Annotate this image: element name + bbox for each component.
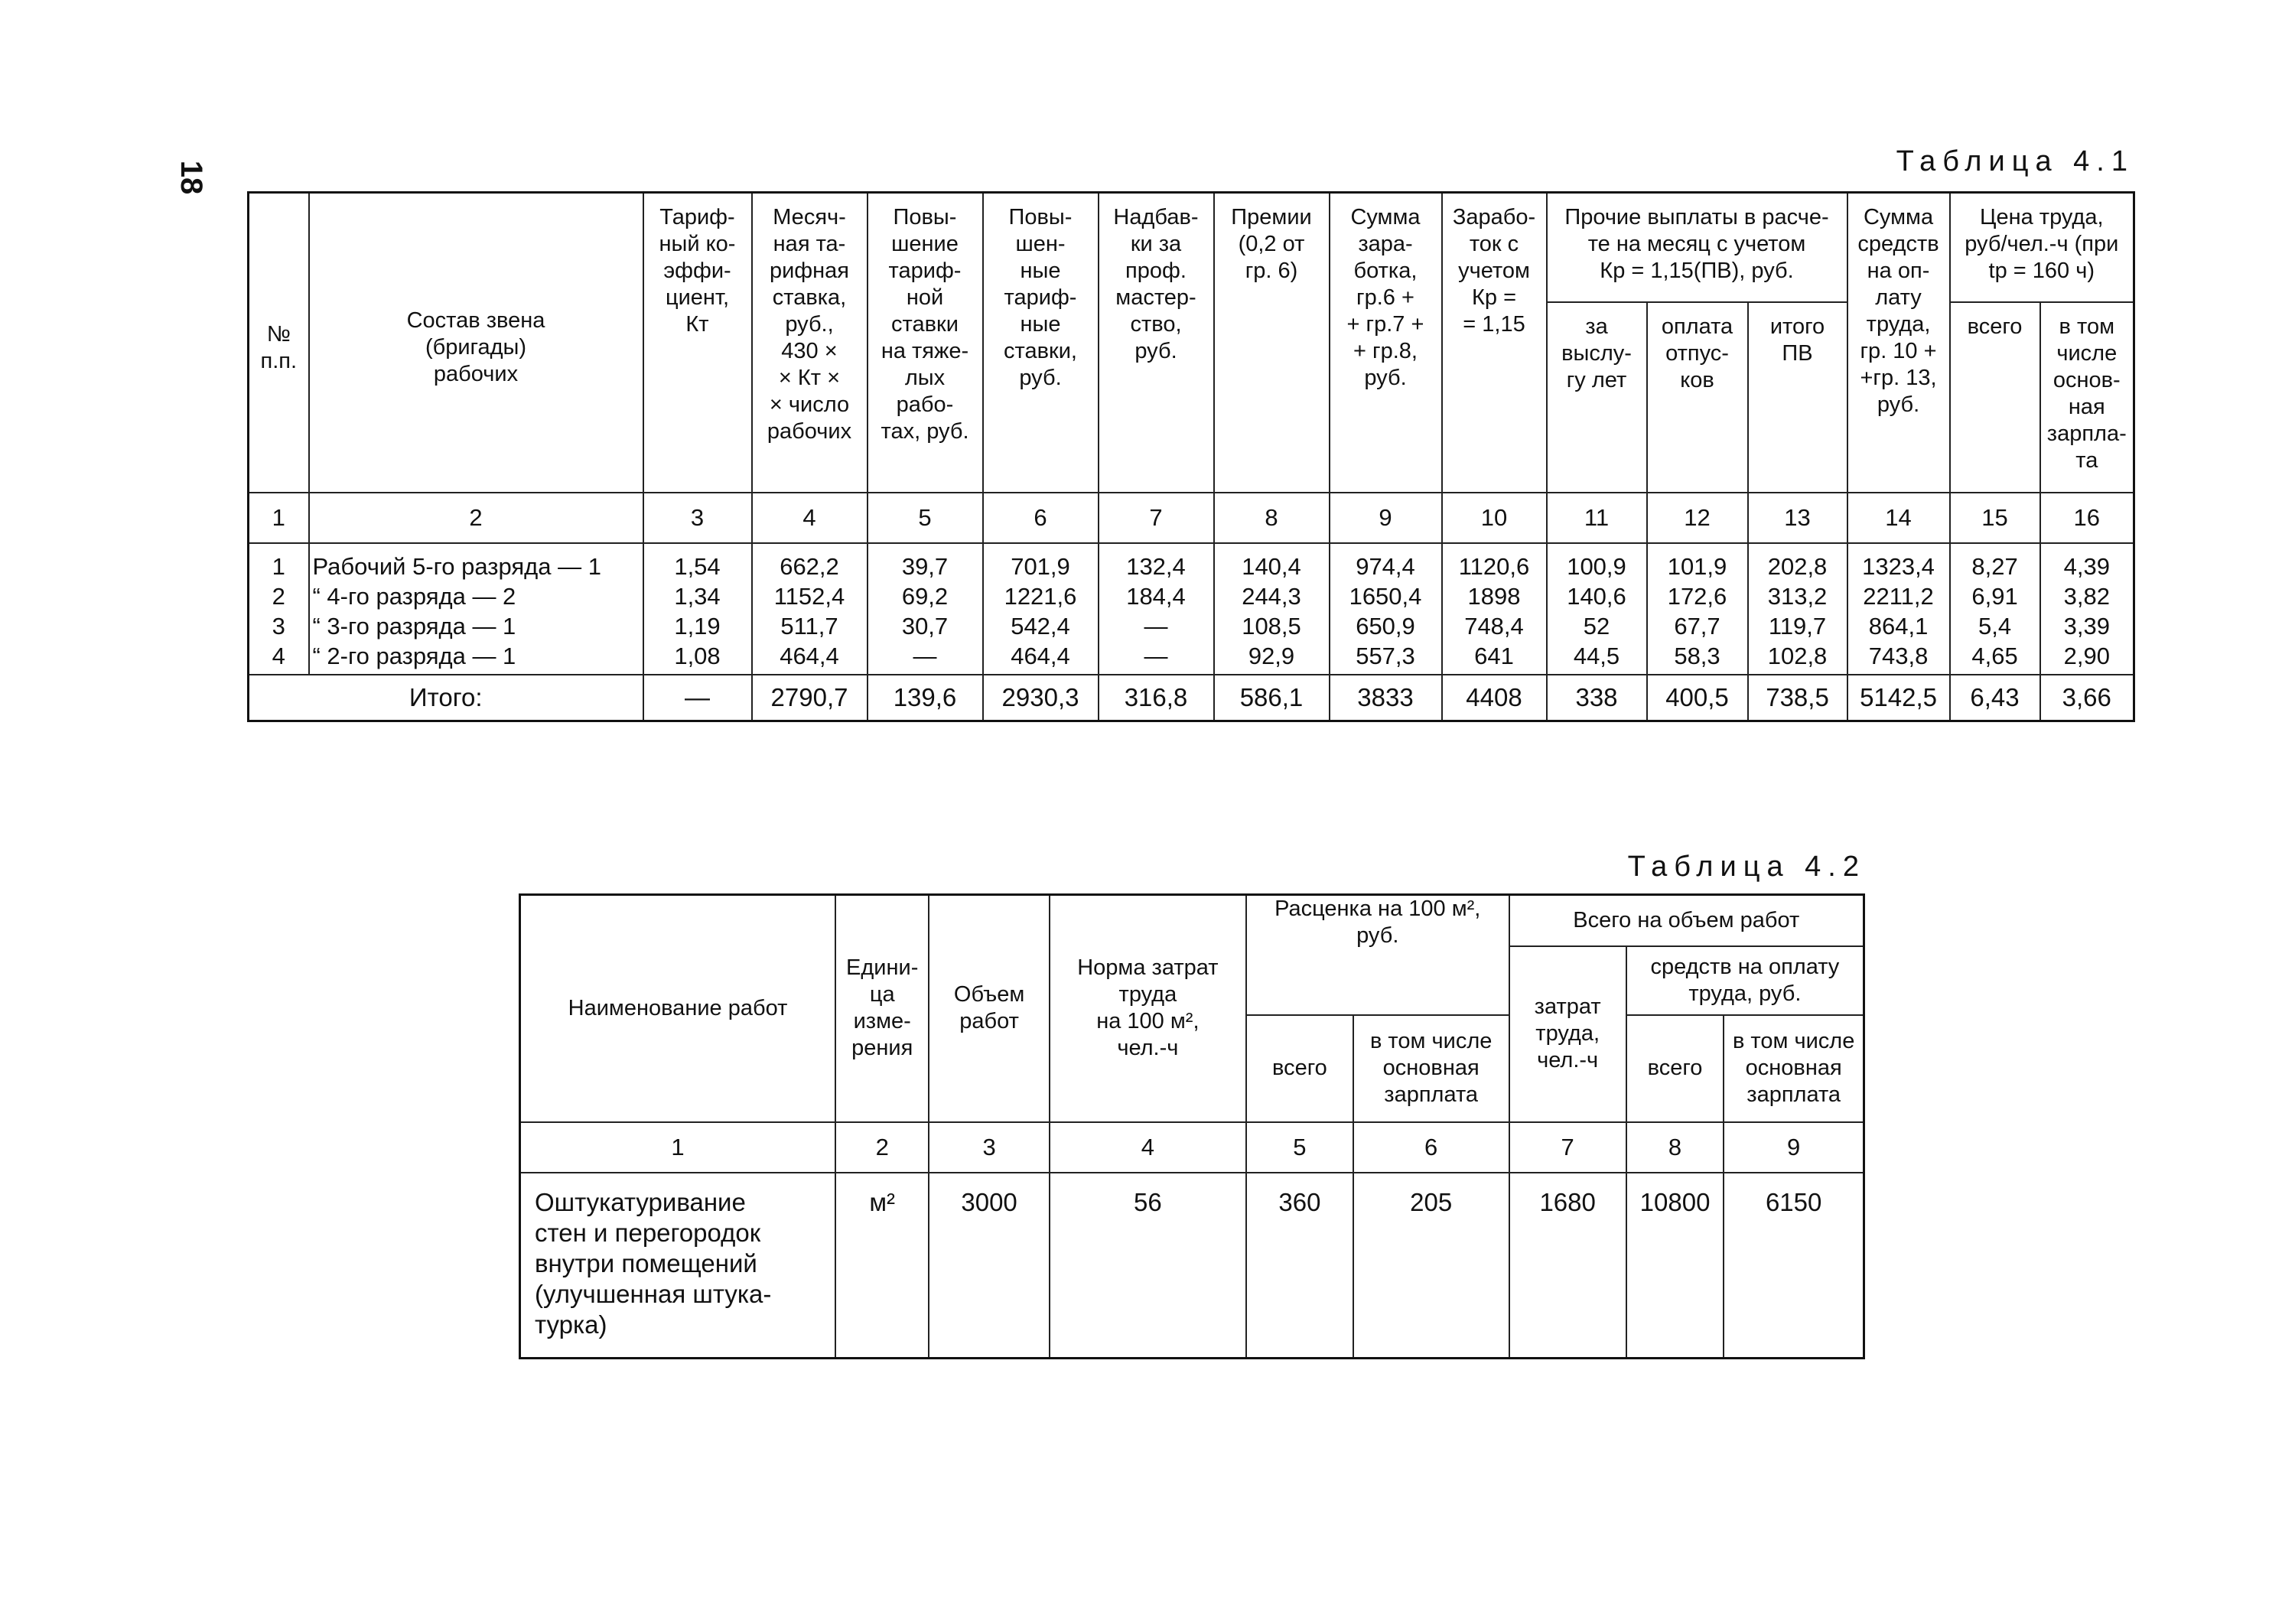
cell-value: 360 [1246,1173,1353,1359]
cell-line: × число [769,392,850,417]
hdr-price-base-wage [2040,302,2134,493]
column-number: 5 [1246,1122,1353,1173]
hdr-heavy-work-raise [868,193,983,493]
column-number: 14 [1847,493,1950,543]
cell-line: 662,2 [780,552,839,580]
cell-value: 10800 [1626,1173,1724,1359]
cell-line: 244,3 [1242,582,1301,610]
cell-line: на оп- [1867,259,1930,283]
cell-c11 [1547,543,1647,675]
cell-line: 4 [272,642,285,669]
cell-line: рабочих [433,362,519,387]
cell-line: тариф- [1004,285,1077,310]
cell-line: ная [2068,394,2105,419]
cell-c13 [1748,543,1847,675]
cell-line: 511,7 [780,612,838,640]
hdr-premiums [1214,193,1330,493]
cell-line: Состав звена [406,308,545,334]
cell-value: 3000 [929,1173,1049,1359]
cell-line: 650,9 [1356,612,1415,640]
column-number: 3 [643,493,752,543]
cell-line: учетом [1458,259,1530,283]
column-number: 9 [1724,1122,1864,1173]
cell-line: Оштукатуривание [535,1187,746,1216]
cell-line: ставка, [772,285,847,310]
cell-line: тариф- [888,259,962,283]
cell-composition [309,543,643,675]
cell-line: + гр.7 + [1346,312,1424,337]
cell-line: 202,8 [1767,552,1828,580]
hdr-volume [929,895,1049,1122]
cell-line: шение [891,232,959,256]
cell-line: Норма затрат [1077,955,1219,981]
cell-line: 184,4 [1126,582,1186,610]
cell-line: +гр. 13, [1860,366,1937,390]
cell-line: п.п. [260,348,298,373]
cell-line: 3 [272,612,285,640]
cell-line: Месяч- [773,205,846,229]
cell-line: итого [1769,314,1825,339]
cell-line: 1120,6 [1458,552,1530,580]
cell-line: зарплата [1746,1082,1841,1107]
total-row [249,675,2134,721]
table-row [520,1173,1864,1359]
cell-line: гр.6 + [1356,285,1414,310]
total-value: 3833 [1330,675,1442,721]
cell-line: 313,2 [1767,582,1828,610]
column-numbers-row [520,1122,1864,1173]
cell-line: 974,4 [1356,552,1415,580]
cell-line: ная та- [773,232,846,256]
cell-line: “ 4-го разряда — 2 [312,582,516,610]
table-4-2-caption: Таблица 4.2 [1627,851,1866,883]
hdr-price-total [1950,302,2040,493]
cell-line: чел.-ч [1537,1048,1599,1072]
cell-line: 701,9 [1011,552,1070,580]
cell-value: 6150 [1724,1173,1864,1359]
cell-line: 102,8 [1767,642,1828,669]
table-row [249,543,2134,675]
cell-line: ставки, [1004,339,1077,363]
cell-line: рифная [769,259,850,283]
hdr-rate-per-100 [1246,895,1509,1015]
hdr-labor-norm [1050,895,1246,1122]
cell-num [249,543,309,675]
cell-line: 430 × [781,339,838,363]
cell-line: рения [851,1036,913,1061]
cell-line: “ 2-го разряда — 1 [312,642,516,669]
cell-line: Кт [685,312,709,337]
total-value: 586,1 [1214,675,1330,721]
cell-c16 [2040,543,2134,675]
cell-line: № [266,321,291,347]
hdr-rate-total [1246,1015,1353,1122]
cell-line: 100,9 [1567,552,1626,580]
column-number: 7 [1509,1122,1626,1173]
cell-line: изме- [853,1009,911,1034]
cell-line: руб. [1134,339,1177,363]
cell-line: ца [869,982,895,1007]
hdr-number [249,193,309,493]
cell-line: Объем [953,982,1025,1007]
cell-line: 8,27 [1971,552,2018,580]
cell-line: 108,5 [1242,612,1301,640]
cell-line: 748,4 [1464,612,1524,640]
cell-c3 [643,543,752,675]
hdr-rate-base-wage [1353,1015,1509,1122]
cell-line: циент, [665,285,730,310]
cell-line: основная [1382,1056,1480,1080]
cell-line: 67,7 [1674,612,1720,640]
hdr-monthly-rate [752,193,868,493]
hdr-wage-total [1626,1015,1724,1122]
cell-line: Премии [1231,205,1312,229]
column-number: 6 [983,493,1099,543]
cell-line: Расценка на 100 м², [1274,897,1481,921]
cell-work-name [520,1173,836,1359]
cell-line: всего [1647,1056,1703,1080]
cell-line: выслу- [1561,340,1632,366]
cell-line: за [1585,314,1608,339]
cell-value: м² [835,1173,929,1359]
cell-line: гр. 6) [1245,259,1298,283]
hdr-tariff-coef [643,193,752,493]
column-number: 9 [1330,493,1442,543]
cell-line: 1650,4 [1349,582,1422,610]
cell-line: 4,39 [2063,552,2110,580]
hdr-earnings-kr [1442,193,1547,493]
cell-line: труда [1118,982,1177,1007]
hdr-wage-base [1724,1015,1864,1122]
total-value: 338 [1547,675,1647,721]
cell-line: руб/чел.-ч (при [1965,232,2119,256]
hdr-other-payments [1547,193,1847,302]
hdr-total-pv [1748,302,1847,493]
cell-line: руб., [785,312,834,337]
cell-line: Всего на объем работ [1573,907,1800,932]
column-number: 4 [752,493,868,543]
cell-value: 205 [1353,1173,1509,1359]
cell-line: ство, [1130,312,1182,337]
cell-line: ки за [1130,232,1182,256]
total-label: Итого: [249,675,643,721]
cell-line: основ- [2052,367,2121,392]
cell-line: Тариф- [659,205,735,229]
total-value: 139,6 [868,675,983,721]
cell-line: оплата [1661,314,1733,339]
total-value: 316,8 [1099,675,1214,721]
cell-line: 1,19 [674,612,721,640]
total-value: 2930,3 [983,675,1099,721]
hdr-wage-fund [1847,193,1950,493]
column-number: 5 [868,493,983,543]
cell-line: средств на оплату [1650,954,1840,979]
cell-line: + гр.8, [1353,339,1418,363]
cell-line: турка) [535,1310,607,1339]
cell-line: Сумма [1863,205,1934,229]
table-4-2 [519,893,1865,1359]
cell-line: 172,6 [1667,582,1727,610]
hdr-work-name [520,895,836,1122]
column-number: 1 [520,1122,836,1173]
cell-line: 2,90 [2063,642,2110,669]
cell-line: tр = 160 ч) [1988,259,2095,283]
cell-line: 69,2 [901,582,949,610]
cell-line: 1,08 [674,642,721,669]
cell-line: те на месяц с учетом [1587,232,1806,256]
cell-line: руб. [1019,366,1062,390]
cell-line: Рабочий 5-го разряда — 1 [312,552,601,580]
cell-c15 [1950,543,2040,675]
cell-line: лату [1875,285,1922,310]
column-number: 7 [1099,493,1214,543]
column-number: 3 [929,1122,1049,1173]
cell-line: Наименование работ [568,995,788,1020]
column-number: 16 [2040,493,2134,543]
total-value: 6,43 [1950,675,2040,721]
column-number: 2 [835,1122,929,1173]
cell-line: мастер- [1115,285,1196,310]
cell-line: зарплата [1384,1082,1479,1107]
hdr-total-volume [1509,895,1864,946]
cell-line: чел.-ч [1117,1036,1179,1061]
cell-line: Кр = [1471,285,1516,310]
cell-line: затрат [1534,994,1601,1019]
cell-line: 743,8 [1868,642,1929,669]
cell-line: 3,82 [2063,582,2110,610]
cell-line: труда, руб. [1688,981,1802,1006]
cell-line: = 1,15 [1463,312,1525,337]
cell-c9 [1330,543,1442,675]
cell-line: эффи- [663,259,731,283]
cell-line: 2211,2 [1863,582,1934,610]
total-value: 2790,7 [752,675,868,721]
cell-line: работ [959,1009,1019,1034]
cell-line: 92,9 [1248,642,1295,669]
cell-line: 1152,4 [773,582,845,610]
hdr-seniority [1547,302,1647,493]
cell-line: в том числе [1369,1029,1493,1053]
hdr-earnings-sum [1330,193,1442,493]
cell-line: — [913,642,937,669]
cell-line: труда, [1535,1021,1600,1046]
cell-line: 1898 [1467,582,1521,610]
cell-line: ставки [891,312,959,337]
cell-c12 [1647,543,1748,675]
cell-line: 101,9 [1667,552,1727,580]
hdr-composition [309,193,643,493]
cell-value: 1680 [1509,1173,1626,1359]
hdr-unit [835,895,929,1122]
cell-line: 119,7 [1768,612,1827,640]
cell-line: (улучшенная штука- [535,1279,772,1308]
cell-line: зарпла- [2046,421,2127,446]
column-number: 15 [1950,493,2040,543]
cell-line: руб. [1364,366,1407,390]
cell-line: 864,1 [1868,612,1929,640]
cell-line: 1323,4 [1862,552,1935,580]
column-number: 8 [1214,493,1330,543]
cell-line: Зарабо- [1452,205,1536,229]
cell-value: 56 [1050,1173,1246,1359]
cell-line: внутри помещений [535,1248,757,1277]
hdr-mastery-bonus [1099,193,1214,493]
cell-line: 30,7 [901,612,949,640]
hdr-labor-price [1950,193,2134,302]
cell-line: 1,34 [674,582,721,610]
cell-line: 557,3 [1356,642,1415,669]
page-number: 18 [174,160,208,195]
cell-line: ные [1020,259,1061,283]
cell-line: ной [906,285,944,310]
cell-line: та [2075,447,2098,473]
cell-line: 52 [1583,612,1610,640]
cell-line: гу лет [1566,367,1627,392]
hdr-vacation [1647,302,1748,493]
cell-line: лых [904,366,946,390]
cell-line: (бригады) [425,335,527,360]
cell-line: гр. 10 + [1860,339,1937,363]
total-value: — [643,675,752,721]
cell-line: 464,4 [780,642,839,669]
cell-line: руб. [1356,923,1399,948]
cell-line: “ 3-го разряда — 1 [312,612,516,640]
cell-line: 542,4 [1011,612,1070,640]
cell-line: 6,91 [1971,582,2018,610]
cell-line: — [1144,612,1168,640]
cell-line: труда, [1866,312,1931,337]
column-number: 8 [1626,1122,1724,1173]
cell-line: в том [2059,314,2115,339]
cell-c5 [868,543,983,675]
hdr-labor-cost [1509,946,1626,1122]
cell-line: ПВ [1782,340,1813,366]
cell-line: ков [1680,367,1714,392]
cell-line: 3,39 [2063,612,2110,640]
cell-line: 140,4 [1242,552,1301,580]
cell-line: × Кт × [778,366,841,390]
column-number: 13 [1748,493,1847,543]
cell-line: числе [2056,340,2118,366]
cell-line: ные [1020,312,1061,337]
column-number: 4 [1050,1122,1246,1173]
cell-line: 4,65 [1971,642,2018,669]
column-numbers-row [249,493,2134,543]
cell-line: 2 [272,582,285,610]
cell-line: Надбав- [1113,205,1199,229]
cell-line: 132,4 [1126,552,1186,580]
total-value: 4408 [1442,675,1547,721]
cell-line: 641 [1474,642,1514,669]
column-number: 10 [1442,493,1547,543]
cell-line: 39,7 [901,552,949,580]
cell-line: Прочие выплаты в расче- [1564,205,1829,229]
cell-line: 140,6 [1567,582,1626,610]
column-number: 6 [1353,1122,1509,1173]
cell-line: стен и перегородок [535,1218,761,1247]
cell-line: 5,4 [1978,612,2012,640]
cell-line: Кр = 1,15(ПВ), руб. [1600,259,1794,283]
cell-line: ный ко- [659,232,736,256]
cell-line: основная [1745,1056,1842,1080]
cell-line: (0,2 от [1238,232,1305,256]
hdr-raised-rates [983,193,1099,493]
cell-c4 [752,543,868,675]
cell-line: тах, руб. [881,419,969,444]
cell-line: на тяже- [881,339,969,363]
cell-line: 58,3 [1674,642,1720,669]
cell-line: 464,4 [1011,642,1070,669]
table-4-1-caption: Таблица 4.1 [1896,145,2134,177]
cell-line: 1,54 [674,552,721,580]
cell-c10 [1442,543,1547,675]
total-value: 3,66 [2040,675,2134,721]
cell-line: на 100 м², [1096,1009,1200,1034]
cell-line: Повы- [893,205,957,229]
cell-c6 [983,543,1099,675]
cell-line: 1 [272,552,285,580]
total-value: 5142,5 [1847,675,1950,721]
cell-line: Едини- [846,955,919,981]
cell-line: рабо- [896,392,954,417]
column-number: 2 [309,493,643,543]
column-number: 12 [1647,493,1748,543]
cell-line: ботка, [1353,259,1418,283]
cell-line: средств [1857,232,1939,256]
cell-line: 44,5 [1573,642,1620,669]
total-value: 738,5 [1748,675,1847,721]
cell-line: зара- [1358,232,1413,256]
cell-line: — [1144,642,1168,669]
cell-line: 1221,6 [1004,582,1077,610]
cell-line: Цена труда, [1980,205,2104,229]
cell-line: руб. [1877,392,1920,417]
cell-line: всего [1967,314,2023,339]
cell-c7 [1099,543,1214,675]
cell-line: всего [1272,1056,1327,1080]
total-value: 400,5 [1647,675,1748,721]
cell-line: рабочих [767,419,852,444]
cell-line: в том числе [1732,1029,1855,1053]
cell-line: Повы- [1008,205,1073,229]
column-number: 1 [249,493,309,543]
cell-line: шен- [1015,232,1066,256]
cell-line: Сумма [1350,205,1421,229]
cell-line: отпус- [1665,340,1729,366]
table-4-1 [247,191,2135,722]
cell-line: проф. [1125,259,1187,283]
cell-line: ток с [1469,232,1519,256]
cell-c14 [1847,543,1950,675]
column-number: 11 [1547,493,1647,543]
hdr-wage-means [1626,946,1864,1015]
cell-c8 [1214,543,1330,675]
